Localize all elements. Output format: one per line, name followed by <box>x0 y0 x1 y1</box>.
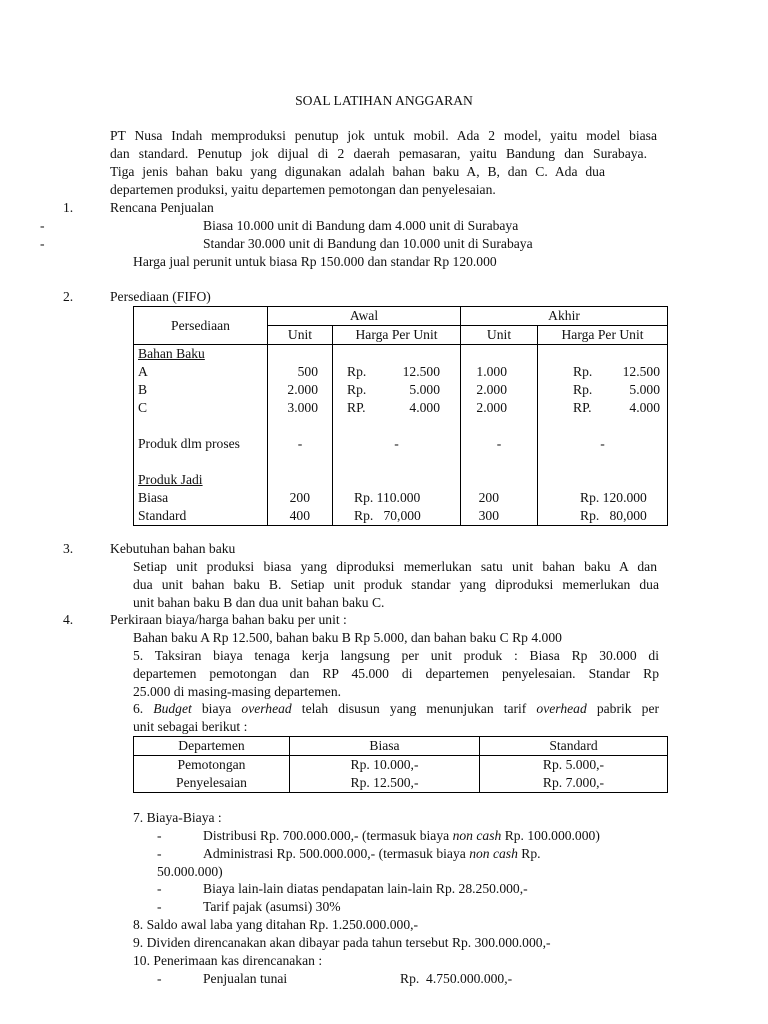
material-prices-line: Bahan baku A Rp 12.500, bahan baku B Rp 5.000, dan bahan baku C Rp 4.000 <box>133 630 562 645</box>
section-heading: Rencana Penjualan <box>110 200 214 215</box>
intro-line: dan standard. Penutup jok dijual di 2 daerah pemasaran, yaitu Bandung dan Surabaya. <box>110 146 647 161</box>
cost-administrasi: Administrasi Rp. 500.000.000,- (termasuk biaya non cash Rp. <box>203 846 541 861</box>
cash-sales-label: Penjualan tunai <box>203 971 288 986</box>
bullet-dash: - <box>157 881 162 896</box>
selling-price-note: Harga jual perunit untuk biasa Rp 150.000 dan standar Rp 120.000 <box>133 254 497 269</box>
bullet-dash: - <box>157 899 162 914</box>
bullet-dash: - <box>40 236 45 251</box>
paragraph-line: unit bahan baku B dan dua unit bahan baku C. <box>133 595 385 610</box>
table-corner-header: Persediaan <box>134 307 268 345</box>
table-row: Produk dlm proses - - - - <box>134 435 668 453</box>
col-header-unit: Unit <box>461 326 538 345</box>
bullet-dash: - <box>40 218 45 233</box>
labor-cost-line: 5. Taksiran biaya tenaga kerja langsung per unit produk : Biasa Rp 30.000 di <box>133 648 659 663</box>
section-number: 1. <box>63 200 74 215</box>
table-row: Standard 400 Rp. 70,000 300 Rp. 80,000 <box>134 507 668 526</box>
tax-rate: Tarif pajak (asumsi) 30% <box>203 899 341 914</box>
paragraph-line: Setiap unit produksi biasa yang diproduksi memerlukan satu unit bahan baku A dan <box>133 559 657 574</box>
costs-heading: 7. Biaya-Biaya : <box>133 810 222 825</box>
col-header-harga: Harga Per Unit <box>333 326 461 345</box>
table-row: B 2.000 Rp. 5.000 2.000 Rp. 5.000 <box>134 381 668 399</box>
intro-line: Tiga jenis bahan baku yang digunakan adalah bahan baku A, B, dan C. Ada dua <box>110 164 605 179</box>
dividend-line: 9. Dividen direncanakan akan dibayar pada tahun tersebut Rp. 300.000.000,- <box>133 935 551 950</box>
bullet-dash: - <box>157 846 162 861</box>
sales-plan-biasa: Biasa 10.000 unit di Bandung dam 4.000 unit di Surabaya <box>203 218 519 233</box>
bullet-dash: - <box>157 971 162 986</box>
retained-earnings-line: 8. Saldo awal laba yang ditahan Rp. 1.250.000.000,- <box>133 917 419 932</box>
cost-administrasi-cont: 50.000.000) <box>157 864 223 879</box>
table-row: Biasa 200 Rp. 110.000 200 Rp. 120.000 <box>134 489 668 507</box>
cost-distribusi: Distribusi Rp. 700.000.000,- (termasuk biaya non cash Rp. 100.000.000) <box>203 828 600 843</box>
cash-receipts-heading: 10. Penerimaan kas direncanakan : <box>133 953 323 968</box>
group-header-awal: Awal <box>268 307 461 326</box>
section-number: 4. <box>63 612 74 627</box>
group-header-akhir: Akhir <box>461 307 668 326</box>
labor-cost-line: 25.000 di masing-masing departemen. <box>133 684 342 699</box>
overhead-intro-line: 6. Budget biaya overhead telah disusun yang menunjukan tarif overhead pabrik per <box>133 701 659 716</box>
table-row: C 3.000 RP. 4.000 2.000 RP. 4.000 <box>134 399 668 417</box>
intro-line: departemen produksi, yaitu departemen pemotongan dan penyelesaian. <box>110 182 496 197</box>
section-heading: Kebutuhan bahan baku <box>110 541 236 556</box>
overhead-intro-line: unit sebagai berikut : <box>133 719 248 734</box>
col-header-departemen: Departemen <box>134 737 290 756</box>
section-heading: Perkiraan biaya/harga bahan baku per unit : <box>110 612 347 627</box>
cost-lain-lain: Biaya lain-lain diatas pendapatan lain-lain Rp. 28.250.000,- <box>203 881 528 896</box>
overhead-table <box>133 736 668 793</box>
inventory-table <box>133 306 668 526</box>
table-row: Pemotongan Rp. 10.000,- Rp. 5.000,- <box>134 756 668 775</box>
page-title: SOAL LATIHAN ANGGARAN <box>295 93 473 108</box>
row-group-label: Bahan Baku <box>138 346 205 361</box>
col-header-harga: Harga Per Unit <box>538 326 668 345</box>
row-group-label: Produk Jadi <box>138 472 203 487</box>
paragraph-line: dua unit bahan baku B. Setiap unit produk standar yang diproduksi memerlukan dua <box>133 577 659 592</box>
table-row: Penyelesaian Rp. 12.500,- Rp. 7.000,- <box>134 774 668 793</box>
col-header-biasa: Biasa <box>290 737 480 756</box>
labor-cost-line: departemen pemotongan dan RP 45.000 di departemen penyelesaian. Standar Rp <box>133 666 659 681</box>
table-row: A 500 Rp. 12.500 1.000 Rp. 12.500 <box>134 363 668 381</box>
col-header-standard: Standard <box>480 737 668 756</box>
section-number: 2. <box>63 289 74 304</box>
sales-plan-standar: Standar 30.000 unit di Bandung dan 10.000 unit di Surabaya <box>203 236 533 251</box>
intro-line: PT Nusa Indah memproduksi penutup jok untuk mobil. Ada 2 model, yaitu model biasa <box>110 128 657 143</box>
bullet-dash: - <box>157 828 162 843</box>
section-heading: Persediaan (FIFO) <box>110 289 211 304</box>
section-number: 3. <box>63 541 74 556</box>
cash-sales-value: Rp. 4.750.000.000,- <box>400 971 513 986</box>
col-header-unit: Unit <box>268 326 333 345</box>
